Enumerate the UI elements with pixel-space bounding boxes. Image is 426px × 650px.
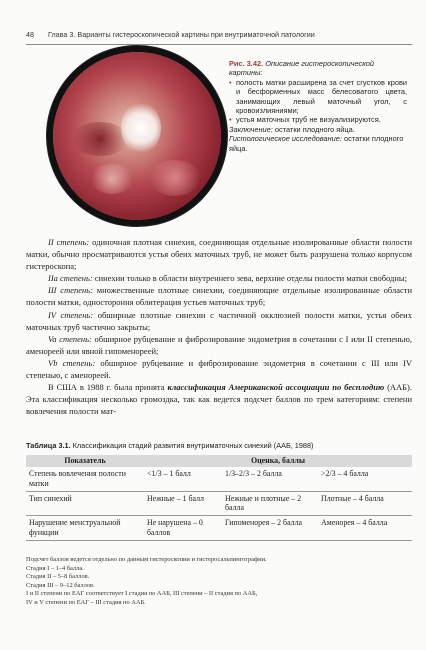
figure-bullet: • полость матки расширена за счет сгустков крови и бесформенных масс белесоватого цвета, занимающих левый маточный угол, с кровоизлияниями;	[229, 78, 407, 116]
table-cell: Нежные и плотные – 2 балла	[222, 491, 318, 516]
table-row	[26, 467, 412, 491]
aab-classification-table	[26, 455, 412, 541]
header-cell: Оценка, баллы	[144, 455, 412, 467]
degree-term: IV степень:	[48, 309, 94, 320]
table-caption	[26, 441, 416, 450]
degree-text: множественные плотные синехии, соединяющие отдельные изолированные области полости матки, одностороння облитерация устьев маточных труб;	[26, 285, 413, 308]
histology-text: остатки плодного яйца.	[229, 134, 404, 153]
header-divider	[26, 44, 412, 45]
table-cell: <1/3 – 1 балл	[144, 467, 222, 491]
table-cell: Гипоменорея – 2 балла	[222, 516, 318, 541]
note-line: IV и V степени по ЕАГ – III стадия по ААБ.	[26, 598, 146, 606]
degree-term: II степень:	[48, 237, 90, 247]
aab-classification-term: классификация Американской ассоциации по бесплодию	[167, 382, 385, 393]
figure-title	[229, 59, 407, 78]
degree-term: Va степень:	[48, 333, 92, 344]
table-cell: Нарушение менструальной функции	[26, 516, 144, 541]
paragraph	[26, 236, 412, 272]
degree-text: синехии только в области внутреннего зева, верхние отделы полости матки свободны;	[94, 273, 407, 284]
degree-text: одиночная плотная синехия, соединяющая отдельные изолированные области полости матки, обычно просматриваются устья обеих маточных труб, не может быть разрушена только корпусом гистероскопа;	[26, 237, 412, 272]
table-cell: 1/3–2/3 – 2 балла	[222, 467, 318, 491]
table-cell: Степень вовлечения полости матки	[26, 467, 144, 491]
figure-histology	[229, 134, 407, 153]
conclusion-label: Заключение:	[229, 124, 273, 134]
page-number: 48	[26, 30, 34, 39]
table-cell: Плотные – 4 балла	[318, 491, 412, 516]
figure-bullets	[229, 78, 407, 125]
table-notes	[26, 556, 412, 608]
table-row	[26, 516, 412, 541]
figure-label: Рис. 3.42.	[229, 59, 264, 68]
degree-text: обширные плотные синехии с частичной окклюзией полости матки, устья обеих маточных труб частично закрыты;	[26, 309, 412, 332]
figure-caption	[229, 59, 407, 153]
figure-bullet: • устья маточных труб не визуализируются.	[229, 115, 407, 124]
degree-term: IIa степень:	[48, 273, 93, 284]
note-line: Стадия III – 9–12 баллов.	[26, 581, 95, 589]
table-cell: Аменорея – 4 балла	[318, 516, 412, 541]
header-cell: Показатель	[26, 455, 144, 467]
table-cell: Нежные – 1 балл	[144, 491, 222, 516]
main-text	[26, 236, 412, 417]
paragraph	[26, 333, 412, 357]
table-cell: >2/3 – 4 балла	[318, 467, 412, 491]
paragraph-1988	[26, 381, 412, 417]
degree-term: Vb степень:	[48, 357, 96, 368]
histology-label: Гистологическое исследование:	[229, 134, 342, 144]
paragraph	[26, 309, 412, 333]
figure-title-text: Описание гистероскопической картины:	[229, 59, 374, 78]
note-line: Подсчет баллов ведется отдельно по данным гистероскопии и гистеросальпингографии.	[26, 556, 267, 563]
note-line: Стадия II – 5–8 баллов.	[26, 573, 90, 581]
running-header	[26, 30, 398, 39]
hysteroscopy-image	[53, 52, 221, 220]
degree-term: III степень:	[48, 285, 93, 296]
paragraph	[26, 357, 412, 381]
paragraph	[26, 284, 412, 308]
table-title: Классификация стадий развития внутриматочных синехий (ААБ, 1988)	[72, 441, 314, 450]
degree-text: обширное рубцевание и фиброзирование эндометрия в сочетании с I или II степенью, аменореей или явной гипоменореей;	[26, 333, 413, 356]
note-line: Стадия I – 1–4 балла.	[26, 564, 84, 572]
degree-text: обширное рубцевание и фиброзирование эндометрия в сочетании с III или IV степенью, с аменореей.	[26, 357, 413, 381]
chapter-title: Глава 3. Варианты гистероскопической картины при внутриматочной патологии	[48, 30, 315, 39]
table-header-row	[26, 455, 412, 467]
note-line: I и II степени по ЕАГ соответствует I стадия по ААБ, III степени – II стадия по ААБ,	[26, 590, 258, 598]
paragraph-lead: В США в 1988 г. была принята	[48, 382, 165, 393]
paragraph	[26, 272, 412, 284]
figure-conclusion	[229, 125, 407, 134]
paragraph-tail: (ААБ). Эта классификация несколько громоздка, так как ведется подсчет баллов по трем категориям: степени вовлечения полости мат-	[26, 382, 413, 417]
table-cell: Не нарушена – 0 баллов	[144, 516, 222, 541]
conclusion-text: остатки плодного яйца.	[274, 124, 355, 134]
table-row	[26, 491, 412, 516]
table-cell: Тип синехий	[26, 491, 144, 516]
table-label: Таблица 3.1.	[26, 441, 71, 450]
